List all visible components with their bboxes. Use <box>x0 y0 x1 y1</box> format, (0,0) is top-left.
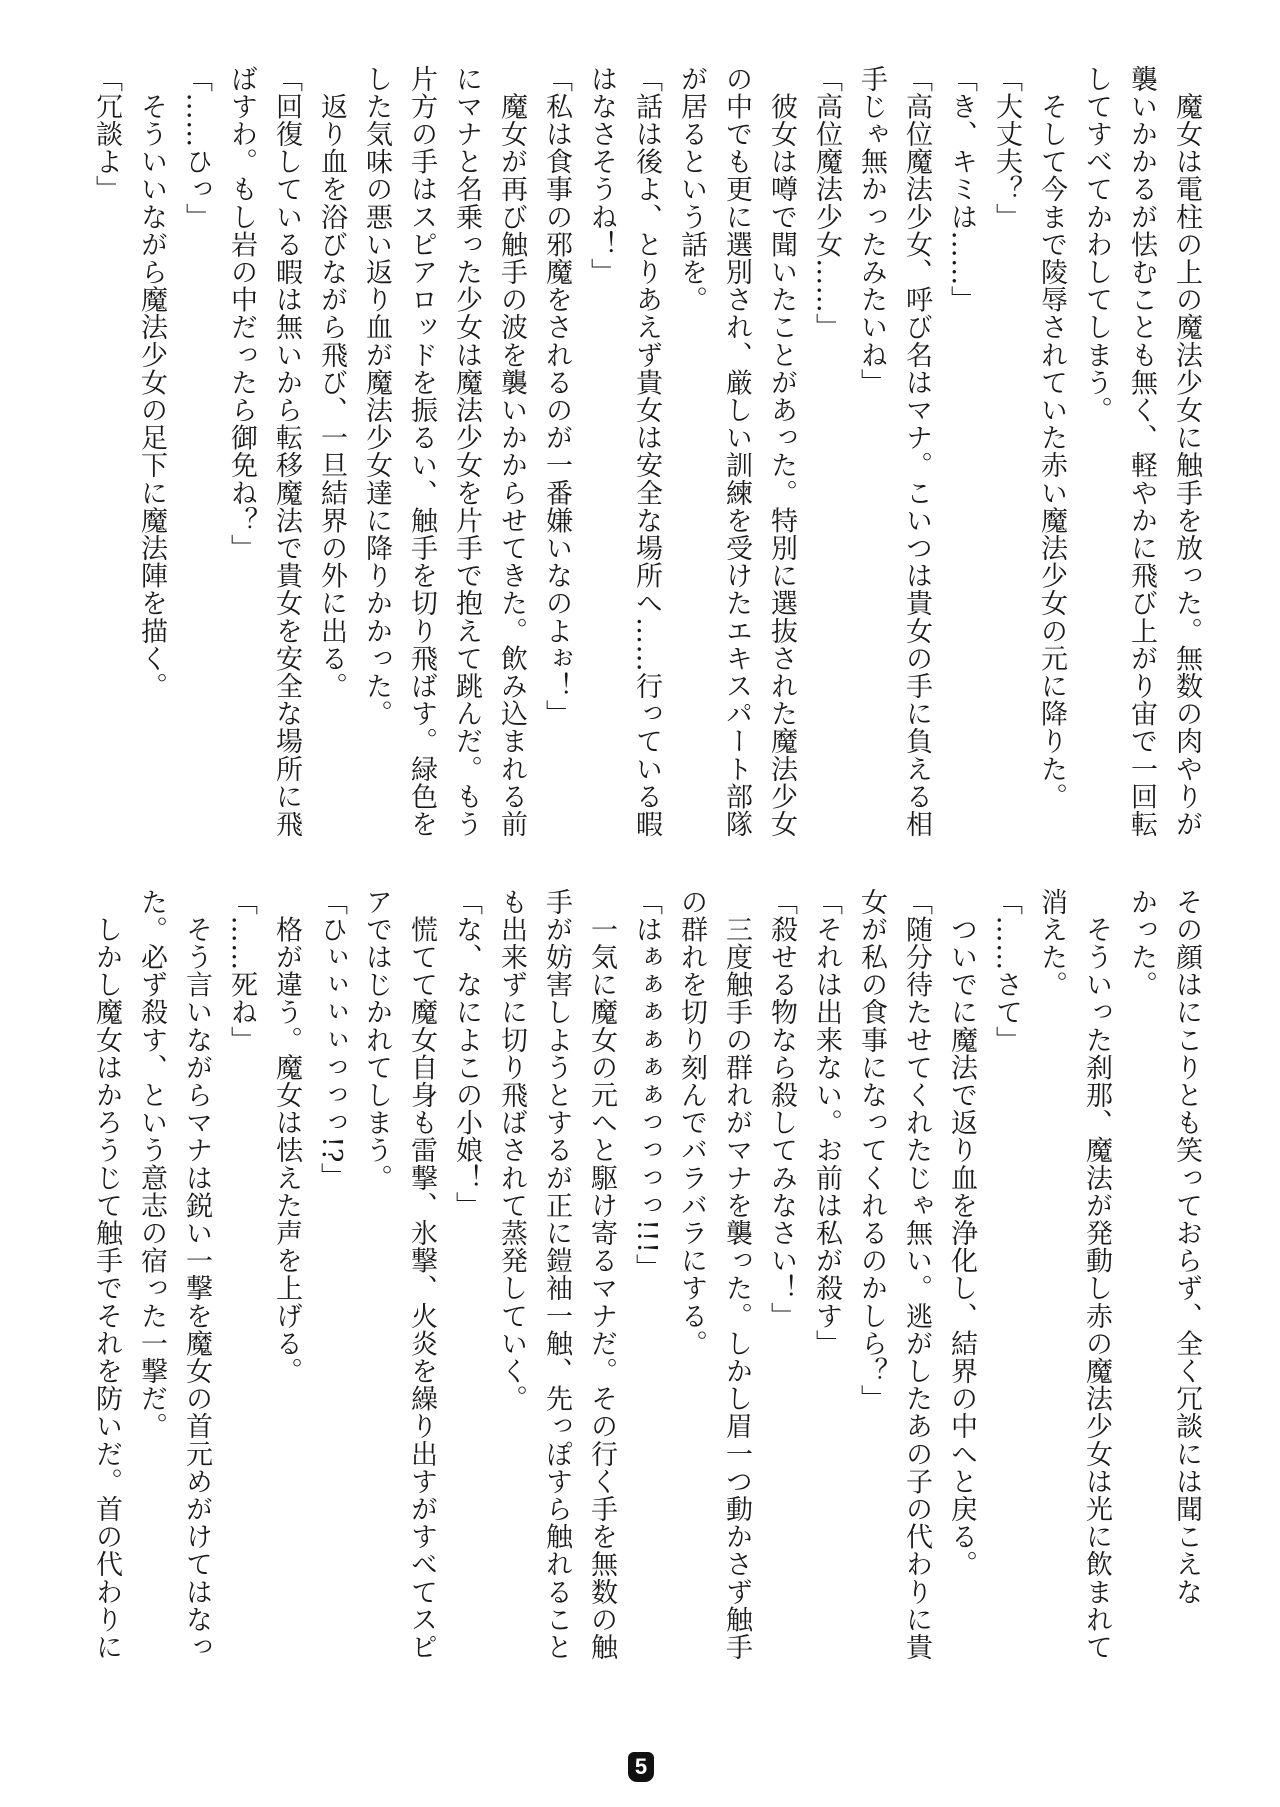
text-line: 「……ひっ」 <box>181 65 212 231</box>
text-line: た。必ず殺す、という意志の宿った一撃だ。 <box>136 888 167 1440</box>
text-line: 「高位魔法少女……」 <box>811 65 842 341</box>
text-line: 「冗談よ」 <box>91 65 122 203</box>
text-line: そして今まで陵辱されていた赤い魔法少女の元に降りた。 <box>1036 65 1067 811</box>
text-line: 「高位魔法少女、呼び名はマナ。こいつは貴女の手に負える相 <box>901 65 932 838</box>
text-line: 女が私の食事になってくれるのかしら？」 <box>856 888 887 1413</box>
text-line: 「それは出来ない。お前は私が殺す」 <box>811 888 842 1358</box>
text-block-top <box>84 65 1209 845</box>
text-line: ばすわ。もし岩の中だったら御免ね？」 <box>226 65 257 562</box>
text-line: した気味の悪い返り血が魔法少女達に降りかかった。 <box>361 65 392 728</box>
text-line: 手じゃ無かったみたいね」 <box>856 65 887 397</box>
text-line: 慌てて魔女自身も雷撃、氷撃、火炎を繰り出すがすべてスピ <box>406 888 437 1661</box>
text-line: も出来ずに切り飛ばされて蒸発していく。 <box>496 888 527 1413</box>
text-line: 彼女は噂で聞いたことがあった。特別に選抜された魔法少女 <box>766 65 797 838</box>
text-line: ついでに魔法で返り血を浄化し、結界の中へと戻る。 <box>946 888 977 1578</box>
text-line: 一気に魔女の元へと駆け寄るマナだ。その行く手を無数の触 <box>586 888 617 1661</box>
text-line: 「回復している暇は無いから転移魔法で貴女を安全な場所に飛 <box>271 65 302 838</box>
text-line: 格が違う。魔女は怯えた声を上げる。 <box>271 888 302 1385</box>
text-block-bottom <box>84 888 1209 1678</box>
page-number: 5 <box>628 1752 654 1782</box>
text-line: 片方の手はスピアロッドを振るい、触手を切り飛ばす。緑色を <box>406 65 437 838</box>
text-line: そういった刹那、魔法が発動し赤の魔法少女は光に飲まれて <box>1081 888 1112 1661</box>
text-line: 手が妨害しようとするが正に鎧袖一触、先っぽすら触れること <box>541 888 572 1661</box>
text-line: 三度触手の群れがマナを襲った。しかし眉一つ動かさず触手 <box>721 888 752 1661</box>
text-line: 魔女は電柱の上の魔法少女に触手を放った。無数の肉やりが <box>1171 65 1202 838</box>
text-line: してすべてかわしてしまう。 <box>1081 65 1112 424</box>
text-line: 「……さて」 <box>991 888 1022 1054</box>
text-line: そういいながら魔法少女の足下に魔法陣を描く。 <box>136 65 167 700</box>
text-line: 「ひぃぃぃぃっっっ!?」 <box>316 888 347 1191</box>
text-line: 「私は食事の邪魔をされるのが一番嫌いなのよぉ！」 <box>541 65 572 728</box>
text-line: 返り血を浴びながら飛び、一旦結界の外に出る。 <box>316 65 347 700</box>
text-line: 魔女が再び触手の波を襲いかからせてきた。飲み込まれる前 <box>496 65 527 838</box>
text-line: の群れを切り刻んでバラバラにする。 <box>676 888 707 1358</box>
text-line: 「殺せる物なら殺してみなさい！」 <box>766 888 797 1330</box>
text-line: 「はぁぁぁぁぁぁっっっっ!!!」 <box>631 888 662 1282</box>
text-line: しかし魔女はかろうじて触手でそれを防いだ。首の代わりに <box>91 888 122 1661</box>
text-line: かった。 <box>1126 888 1157 999</box>
text-line: 「話は後よ、とりあえず貴女は安全な場所へ……行っている暇 <box>631 65 662 838</box>
text-line: 「……死ね」 <box>226 888 257 1054</box>
text-line: 襲いかかるが怯むことも無く、軽やかに飛び上がり宙で一回転 <box>1126 65 1157 838</box>
text-line: 「大丈夫？」 <box>991 65 1022 231</box>
text-line: 「き、キミは……」 <box>946 65 977 314</box>
text-line: そう言いながらマナは鋭い一撃を魔女の首元めがけてはなっ <box>181 888 212 1661</box>
text-line: 「随分待たせてくれたじゃ無い。逃がしたあの子の代わりに貴 <box>901 888 932 1661</box>
text-line: の中でも更に選別され、厳しい訓練を受けたエキスパート部隊 <box>721 65 752 838</box>
text-line: はなさそうね！」 <box>586 65 617 286</box>
text-line: その顔はにこりとも笑っておらず、全く冗談には聞こえな <box>1171 888 1202 1606</box>
text-line: 消えた。 <box>1036 888 1067 999</box>
text-line: 「な、なによこの小娘！」 <box>451 888 482 1220</box>
text-line: が居るという話を。 <box>676 65 707 314</box>
text-line: アではじかれてしまう。 <box>361 888 392 1192</box>
text-line: にマナと名乗った少女は魔法少女を片手で抱えて跳んだ。もう <box>451 65 482 838</box>
